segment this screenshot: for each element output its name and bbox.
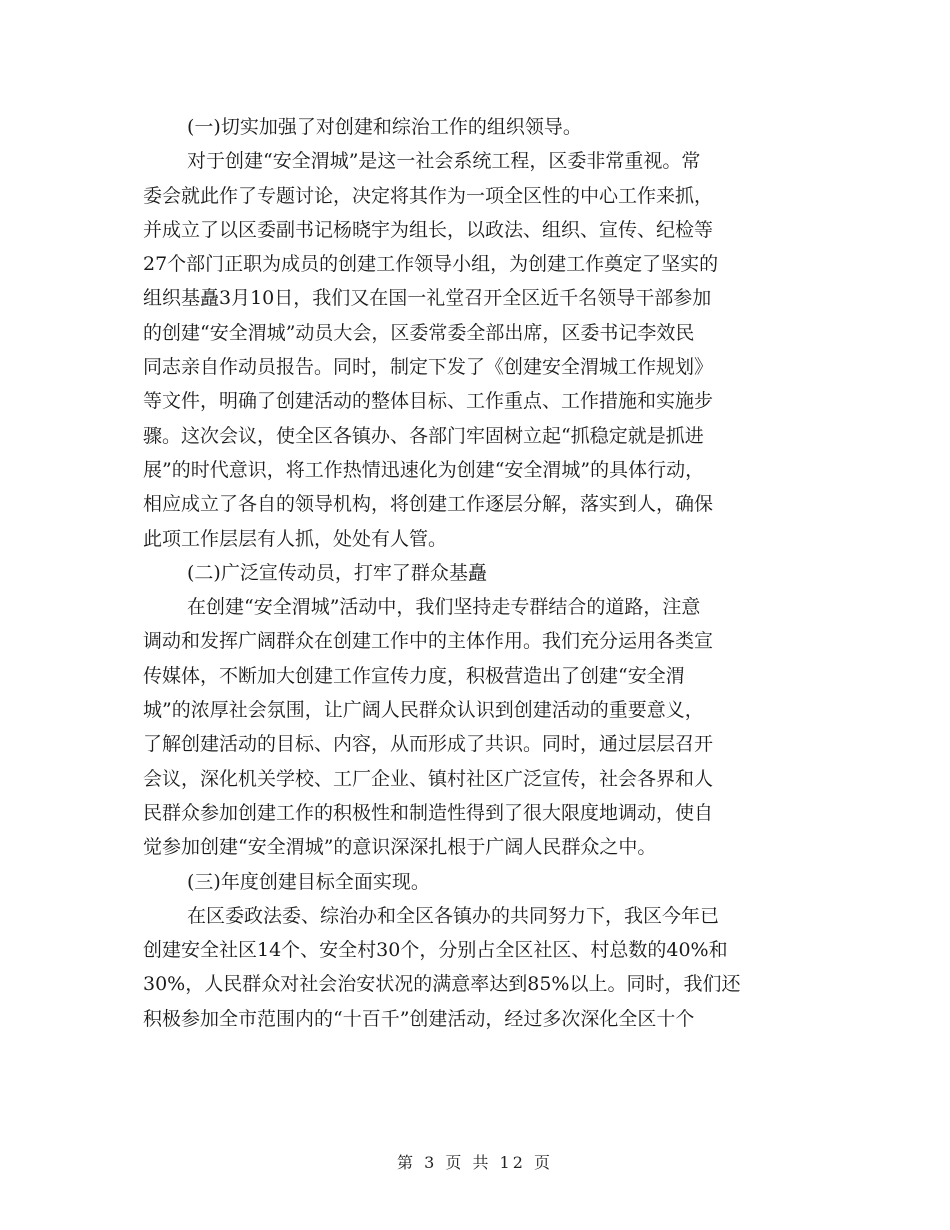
section-heading-2: (二)广泛宣传动员，打牢了群众基矗 [187, 561, 487, 584]
section-heading-3: (三)年度创建目标全面实现。 [187, 870, 430, 893]
paragraph-line: 会议，深化机关学校、工厂企业、镇村社区广泛宣传，社会各界和人 [143, 767, 714, 790]
paragraph-line: 等文件，明确了创建活动的整体目标、工作重点、工作措施和实施步 [143, 390, 714, 413]
paragraph-line: 展”的时代意识，将工作热情迅速化为创建“安全渭城”的具体行动， [143, 458, 705, 481]
paragraph-line: 此项工作层层有人抓，处处有人管。 [143, 527, 448, 550]
paragraph-line: 组织基矗3月10日，我们又在国一礼堂召开全区近千名领导干部参加 [143, 287, 712, 310]
paragraph-line: 30%，人民群众对社会治安状况的满意率达到85%以上。同时，我们还 [143, 973, 741, 996]
paragraph-line: 传媒体，不断加大创建工作宣传力度，积极营造出了创建“安全渭 [143, 664, 685, 687]
paragraph-line: 在区委政法委、综治办和全区各镇办的共同努力下，我区今年已 [187, 904, 720, 927]
paragraph-line: 委会就此作了专题讨论，决定将其作为一项全区性的中心工作来抓， [143, 184, 714, 207]
paragraph-line: 并成立了以区委副书记杨晓宇为组长，以政法、组织、宣传、纪检等 [143, 218, 714, 241]
paragraph-line: 积极参加全市范围内的“十百千”创建活动，经过多次深化全区十个 [143, 1007, 695, 1030]
paragraph-line: 相应成立了各自的领导机构，将创建工作逐层分解，落实到人，确保 [143, 493, 714, 516]
page-number-footer: 第 3 页 共 12 页 [397, 1153, 553, 1172]
paragraph-line: 创建安全社区14个、安全村30个，分别占全区社区、村总数的40%和 [143, 939, 728, 962]
document-body [143, 110, 813, 1036]
paragraph-line: 民群众参加创建工作的积极性和制造性得到了很大限度地调动，使自 [143, 801, 714, 824]
paragraph-line: 同志亲自作动员报告。同时，制定下发了《创建安全渭城工作规划》 [143, 356, 714, 379]
paragraph-line: 觉参加创建“安全渭城”的意识深深扎根于广阔人民群众之中。 [143, 836, 657, 859]
paragraph-line: 城”的浓厚社会氛围，让广阔人民群众认识到创建活动的重要意义， [143, 699, 704, 722]
section-heading-1: (一)切实加强了对创建和综治工作的组织领导。 [187, 116, 582, 138]
paragraph-line: 对于创建“安全渭城”是这一社会系统工程，区委非常重视。常 [187, 150, 701, 173]
paragraph-line: 27个部门正职为成员的创建工作领导小组，为创建工作奠定了坚实的 [143, 253, 719, 276]
paragraph-line: 的创建“安全渭城”动员大会，区委常委全部出席，区委书记李效民 [143, 321, 695, 344]
paragraph-line: 在创建“安全渭城”活动中，我们坚持走专群结合的道路，注意 [187, 596, 701, 619]
paragraph-line: 了解创建活动的目标、内容，从而形成了共识。同时，通过层层召开 [143, 733, 714, 756]
paragraph-line: 调动和发挥广阔群众在创建工作中的主体作用。我们充分运用各类宣 [143, 630, 714, 653]
paragraph-line: 骤。这次会议，使全区各镇办、各部门牢固树立起“抓稳定就是抓进 [143, 424, 704, 447]
